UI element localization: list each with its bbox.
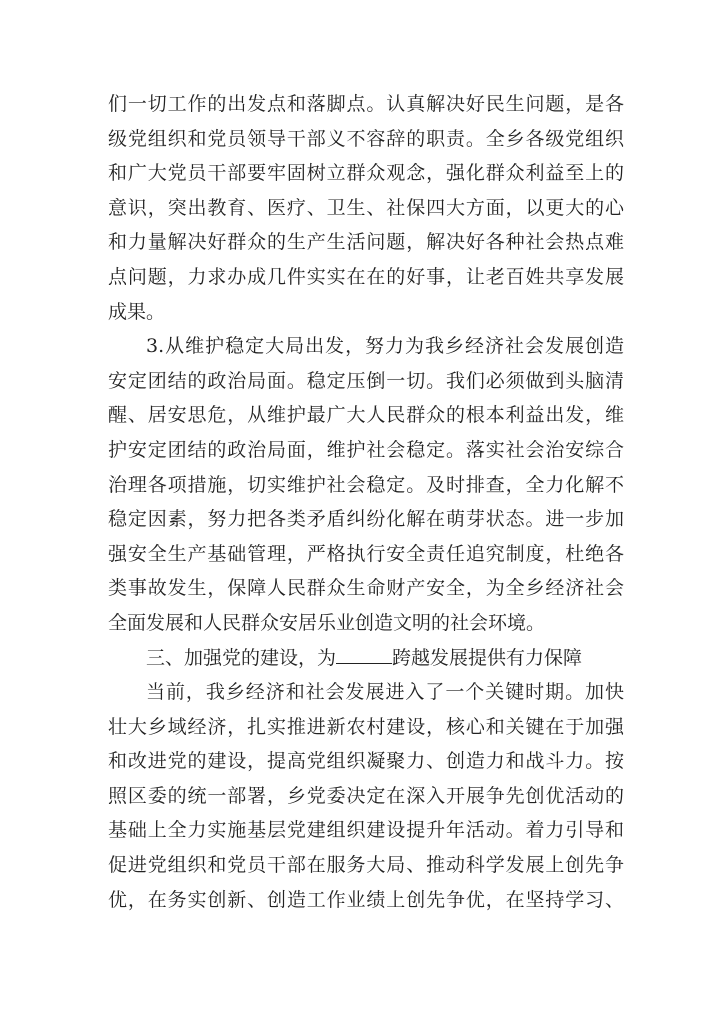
text-line: 点问题，力求办成几件实实在在的好事，让老百姓共享发展 bbox=[108, 265, 624, 288]
section-heading bbox=[108, 641, 624, 676]
fill-in-blank bbox=[336, 649, 392, 664]
text-line: 优，在务实创新、创造工作业绩上创先争优，在坚持学习、 bbox=[108, 888, 624, 911]
text-line: 们一切工作的出发点和落脚点。认真解决好民生问题，是各 bbox=[108, 93, 624, 115]
text-line: 和改进党的建设，提高党组织凝聚力、创造力和战斗力。按 bbox=[108, 750, 624, 773]
heading-text-before-blank: 三、加强党的建设，为 bbox=[146, 646, 337, 669]
text-line: 成果。 bbox=[108, 300, 166, 323]
text-line: 照区委的统一部署，乡党委决定在深入开展争先创优活动的 bbox=[108, 784, 624, 807]
text-line: 和广大党员干部要牢固树立群众观念，强化群众利益至上的 bbox=[108, 162, 624, 185]
text-line: 基础上全力实施基层党建组织建设提升年活动。着力引导和 bbox=[108, 819, 624, 842]
text-line: 当前，我乡经济和社会发展进入了一个关键时期。加快 bbox=[146, 681, 624, 704]
text-line: 和力量解决好群众的生产生活问题，解决好各种社会热点难 bbox=[108, 231, 624, 254]
text-line: 意识，突出教育、医疗、卫生、社保四大方面，以更大的心 bbox=[108, 196, 624, 219]
text-line: 醒、居安思危，从维护最广大人民群众的根本利益出发，维 bbox=[108, 404, 624, 427]
text-line: 护安定团结的政治局面，维护社会稳定。落实社会治安综合 bbox=[108, 438, 624, 461]
text-line: 强安全生产基础管理，严格执行安全责任追究制度，杜绝各 bbox=[108, 542, 624, 565]
document-body bbox=[108, 87, 624, 917]
text-line: 级党组织和党员领导干部义不容辞的职责。全乡各级党组织 bbox=[108, 127, 624, 150]
text-line: 促进党组织和党员干部在服务大局、推动科学发展上创先争 bbox=[108, 854, 624, 877]
text-line: 壮大乡域经济，扎实推进新农村建设，核心和关键在于加强 bbox=[108, 715, 624, 738]
heading-text-after-blank: 跨越发展提供有力保障 bbox=[392, 646, 583, 669]
text-line: 全面发展和人民群众安居乐业创造文明的社会环境。 bbox=[108, 611, 546, 634]
text-line: 稳定因素，努力把各类矛盾纠纷化解在萌芽状态。进一步加 bbox=[108, 508, 624, 531]
text-line: 安定团结的政治局面。稳定压倒一切。我们必须做到头脑清 bbox=[108, 369, 624, 392]
text-line: 类事故发生，保障人民群众生命财产安全，为全乡经济社会 bbox=[108, 577, 624, 600]
text-line: 治理各项措施，切实维护社会稳定。及时排查，全力化解不 bbox=[108, 473, 624, 496]
text-line: 3.从维护稳定大局出发，努力为我乡经济社会发展创造 bbox=[146, 335, 624, 358]
